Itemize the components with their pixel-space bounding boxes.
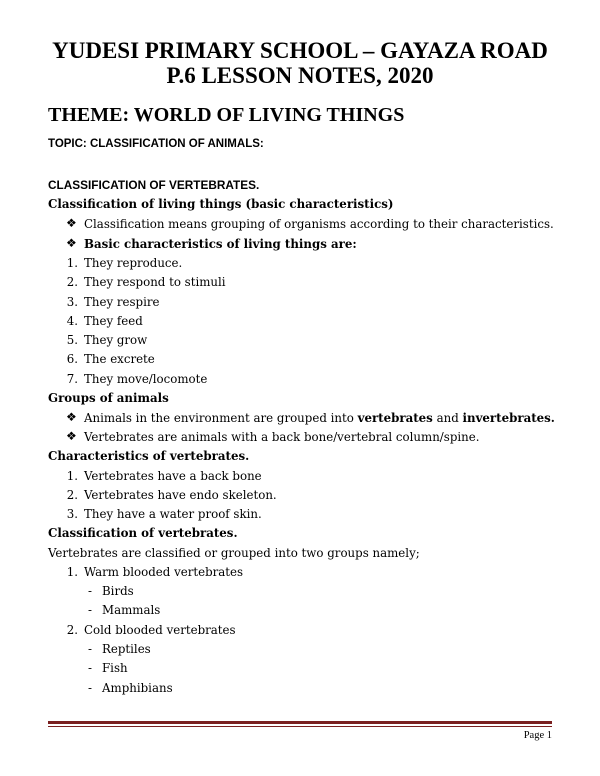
list-item: They respire <box>84 295 160 309</box>
list-number: 2. <box>66 275 78 289</box>
page-number: Page 1 <box>523 730 552 741</box>
section-title: CLASSIFICATION OF VERTEBRATES. <box>48 178 260 192</box>
group-item: Cold blooded vertebrates <box>84 623 236 637</box>
diamond-bullet-icon: ❖ <box>66 236 77 250</box>
list-number: 1. <box>66 565 78 579</box>
list-number: 2. <box>66 488 78 502</box>
list-item: Vertebrates have a back bone <box>84 469 262 483</box>
living-things-heading: Classification of living things (basic characteristics) <box>48 197 394 211</box>
dash-bullet: - <box>88 681 92 695</box>
theme-heading: THEME: WORLD OF LIVING THINGS <box>48 104 405 126</box>
sub-item: Amphibians <box>102 681 173 695</box>
school-title: YUDESI PRIMARY SCHOOL – GAYAZA ROAD <box>52 38 548 63</box>
dash-bullet: - <box>88 642 92 656</box>
list-number: 1. <box>66 256 78 270</box>
list-number: 3. <box>66 295 78 309</box>
bullet-text: Basic characteristics of living things are: <box>84 237 357 251</box>
diamond-bullet-icon: ❖ <box>66 410 77 424</box>
list-number: 4. <box>66 314 78 328</box>
list-number: 1. <box>66 469 78 483</box>
list-number: 5. <box>66 333 78 347</box>
list-number: 7. <box>66 372 78 386</box>
dash-bullet: - <box>88 661 92 675</box>
footer-rule-thick <box>48 721 552 724</box>
sub-item: Birds <box>102 584 134 598</box>
topic-heading: TOPIC: CLASSIFICATION OF ANIMALS: <box>48 138 264 150</box>
list-item: Vertebrates have endo skeleton. <box>84 488 277 502</box>
bullet-text: Animals in the environment are grouped into vertebrates and invertebrates. <box>84 411 555 425</box>
list-item: They reproduce. <box>84 256 183 270</box>
classification-heading: Classification of vertebrates. <box>48 526 238 540</box>
classification-intro: Vertebrates are classified or grouped into two groups namely; <box>48 546 420 560</box>
characteristics-heading: Characteristics of vertebrates. <box>48 449 250 463</box>
diamond-bullet-icon: ❖ <box>66 216 77 230</box>
list-item: They respond to stimuli <box>84 275 226 289</box>
bullet-text: Vertebrates are animals with a back bone/vertebral column/spine. <box>84 430 480 444</box>
diamond-bullet-icon: ❖ <box>66 429 77 443</box>
sub-item: Fish <box>102 661 128 675</box>
document-subtitle: P.6 LESSON NOTES, 2020 <box>166 63 434 88</box>
list-item: They have a water proof skin. <box>84 507 262 521</box>
sub-item: Mammals <box>102 603 161 617</box>
list-item: They grow <box>84 333 148 347</box>
dash-bullet: - <box>88 584 92 598</box>
list-number: 2. <box>66 623 78 637</box>
bullet-text: Classification means grouping of organisms according to their characteristics. <box>84 217 554 231</box>
list-item: They feed <box>84 314 143 328</box>
list-number: 3. <box>66 507 78 521</box>
dash-bullet: - <box>88 603 92 617</box>
sub-item: Reptiles <box>102 642 151 656</box>
list-number: 6. <box>66 352 78 366</box>
groups-heading: Groups of animals <box>48 391 169 405</box>
group-item: Warm blooded vertebrates <box>84 565 244 579</box>
list-item: The excrete <box>84 352 155 366</box>
footer-rule-thin <box>48 726 552 727</box>
list-item: They move/locomote <box>84 372 208 386</box>
